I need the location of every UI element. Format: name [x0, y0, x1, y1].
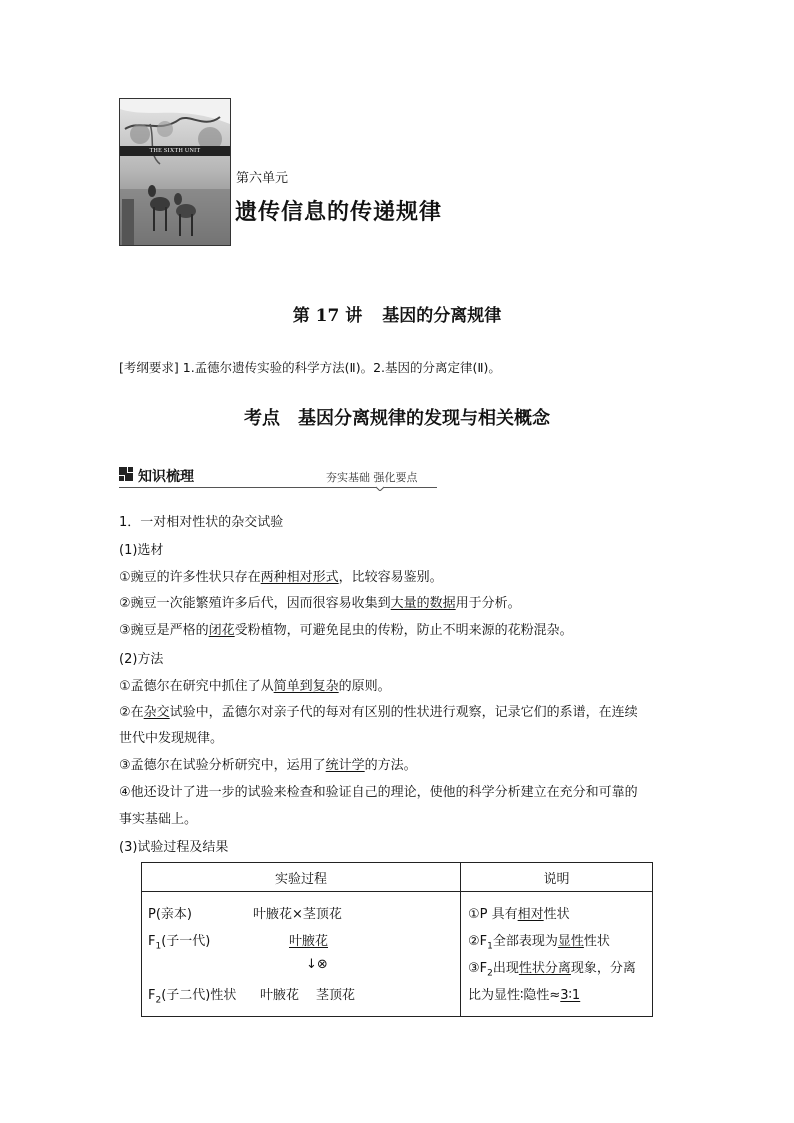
unit-badge: THE SIXTH UNIT: [120, 146, 230, 156]
f1-value: 叶腋花: [289, 934, 329, 949]
lecture-name: 基因的分离规律: [382, 306, 502, 326]
list-item: ①孟德尔在研究中抓住了从简单到复杂的原则。: [119, 679, 391, 694]
lecture-title: [0, 301, 794, 326]
answer-underline: 杂交: [143, 705, 170, 720]
list-item: ③孟德尔在试验分析研究中，运用了统计学的方法。: [119, 758, 417, 773]
table-header-notes: 说明: [461, 863, 653, 892]
subsection-method: (2)方法: [119, 652, 164, 667]
experiment-table: [141, 862, 653, 1017]
knowledge-title: 知识梳理: [138, 469, 194, 485]
grid-square-icon: [119, 467, 133, 481]
f2-label: $F_2$(子二代)性状: [148, 988, 237, 1006]
self-cross-arrow: ↓⊗: [306, 957, 328, 972]
divider: [119, 487, 437, 488]
answer-underline: 闭花: [208, 623, 235, 638]
deer-photo-icon: [120, 99, 230, 245]
list-item: ③豌豆是严格的闭花受粉植物，可避免昆虫的传粉，防止不明来源的花粉混杂。: [119, 623, 573, 638]
f2-value-2: 茎顶花: [316, 988, 356, 1003]
caret-notch-icon: [376, 483, 384, 491]
unit-cover-image: [119, 98, 231, 246]
section-heading: 1．一对相对性状的杂交试验: [119, 515, 284, 530]
subsection-material: (1)选材: [119, 543, 164, 558]
list-item: ②豌豆一次能繁殖许多后代，因而很容易收集到大量的数据用于分析。: [119, 596, 521, 611]
lecture-number: 第 17 讲: [292, 306, 363, 326]
requirement-tag: [考纲要求]: [119, 360, 179, 375]
answer-underline: 两种相对形式: [260, 570, 339, 585]
exam-requirement: [119, 358, 501, 376]
unit-title: 遗传信息的传递规律: [235, 200, 443, 225]
list-item-continued: 世代中发现规律。: [119, 731, 224, 746]
f1-label: $F_1$(子一代): [148, 934, 211, 952]
p-label: P(亲本): [148, 907, 192, 922]
list-item: ②在杂交试验中，孟德尔对亲子代的每对有区别的性状进行观察，记录它们的系谱，在连续: [119, 705, 638, 720]
subsection-process: (3)试验过程及结果: [119, 840, 229, 855]
list-item-continued: 事实基础上。: [119, 812, 198, 827]
process-cell: [142, 892, 461, 1017]
note-1: ①P 具有相对性状: [468, 907, 570, 922]
unit-label: 第六单元: [236, 171, 289, 186]
exam-point-label: 考点: [244, 408, 280, 429]
knowledge-subtitle: 夯实基础 强化要点: [326, 471, 418, 484]
note-4: 比为显性∶隐性≈3∶1: [468, 988, 581, 1003]
list-item: ①豌豆的许多性状只存在两种相对形式，比较容易鉴别。: [119, 570, 443, 585]
f2-value-1: 叶腋花: [260, 988, 300, 1003]
requirement-text: 1.孟德尔遗传实验的科学方法(Ⅱ)。2.基因的分离定律(Ⅱ)。: [182, 360, 501, 375]
answer-underline: 简单到复杂: [273, 679, 339, 694]
list-item: ④他还设计了进一步的试验来检查和验证自己的理论，使他的科学分析建立在充分和可靠的: [119, 785, 638, 800]
p-cross: 叶腋花×茎顶花: [253, 907, 342, 922]
answer-underline: 统计学: [325, 758, 365, 773]
note-3: $③F_2$出现性状分离现象，分离: [468, 961, 636, 979]
notes-cell: [461, 892, 653, 1017]
answer-underline: 大量的数据: [390, 596, 456, 611]
exam-point-name: 基因分离规律的发现与相关概念: [298, 408, 550, 429]
note-2: $②F_1$全部表现为显性性状: [468, 934, 610, 952]
exam-point-title: [0, 404, 794, 430]
table-header-process: 实验过程: [142, 863, 461, 892]
